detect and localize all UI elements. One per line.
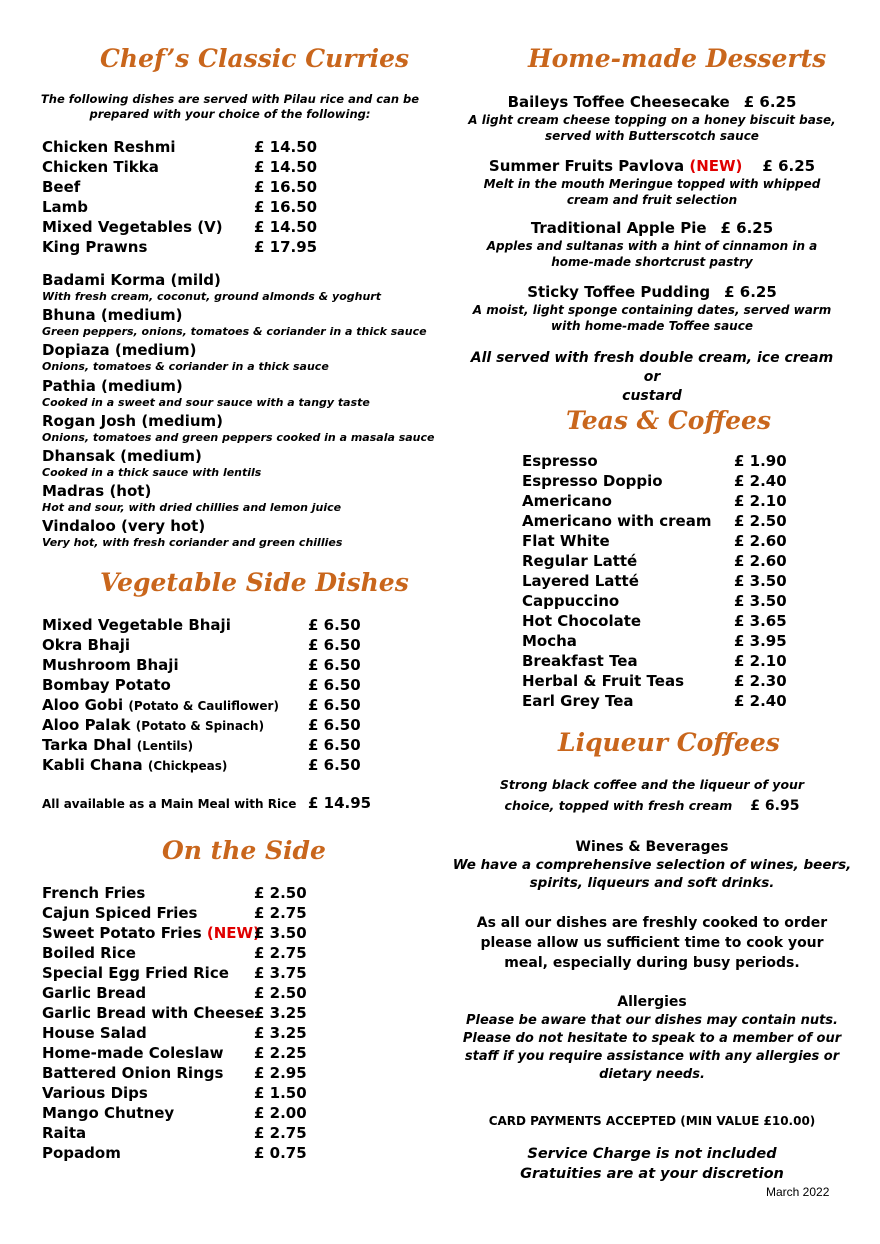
item-name: Regular Latté (522, 552, 638, 570)
allergies-line3: staff if you require assistance with any allergies or (464, 1049, 840, 1064)
cooked-line1: As all our dishes are freshly cooked to order (476, 915, 828, 931)
teas-heading: Teas & Coffees (566, 406, 772, 435)
item-name: Layered Latté (522, 572, 639, 590)
item-title: Garlic Bread with Cheese (42, 1004, 255, 1022)
main-meal-price: £ 14.95 (308, 794, 372, 812)
item-name (42, 755, 227, 776)
allergies-line1: Please be aware that our dishes may contain nuts. (466, 1013, 838, 1028)
item-price: £ 3.65 (734, 612, 787, 630)
item-title: Tarka Dhal (42, 736, 132, 754)
item-price: £ 16.50 (254, 178, 318, 196)
item-title: Boiled Rice (42, 944, 136, 962)
item-name: Flat White (522, 532, 610, 550)
item-price: £ 2.50 (254, 884, 307, 902)
item-title: Cajun Spiced Fries (42, 904, 198, 922)
curry-name: Vindaloo (very hot) (42, 517, 206, 536)
desserts-heading: Home-made Desserts (528, 44, 827, 73)
new-badge: (NEW) (689, 157, 743, 175)
dessert-item (466, 218, 838, 270)
item-title: Sweet Potato Fries (42, 924, 202, 942)
item-price: £ 2.00 (254, 1104, 307, 1122)
item-name (42, 1143, 121, 1163)
item-name (42, 1003, 255, 1023)
item-name (42, 983, 146, 1003)
item-price: £ 6.50 (308, 756, 361, 774)
on-the-side-heading: On the Side (162, 836, 326, 865)
item-name (42, 1043, 223, 1063)
item-note: (Potato & Cauliflower) (128, 699, 279, 713)
item-title: Home-made Coleslaw (42, 1044, 224, 1062)
item-price: £ 6.50 (308, 636, 361, 654)
dessert-price: £ 6.25 (762, 157, 816, 175)
dessert-item (466, 156, 838, 208)
liqueur-price: £ 6.95 (750, 798, 800, 814)
allergies-block (452, 993, 852, 1084)
item-name (42, 695, 279, 716)
dessert-title (466, 92, 838, 112)
dessert-title (466, 282, 838, 302)
curry-desc: With fresh cream, coconut, ground almonds & yoghurt (42, 290, 381, 303)
item-price: £ 3.95 (734, 632, 787, 650)
item-price: £ 3.50 (734, 572, 787, 590)
item-price: £ 2.30 (734, 672, 787, 690)
item-price: £ 16.50 (254, 198, 318, 216)
item-name: Breakfast Tea (522, 652, 638, 670)
dessert-name: Traditional Apple Pie (530, 219, 707, 237)
item-name: Espresso Doppio (522, 472, 663, 490)
curry-name: Dopiaza (medium) (42, 341, 197, 360)
item-name: King Prawns (42, 238, 148, 256)
item-name (42, 903, 198, 923)
main-meal-label: All available as a Main Meal with Rice (42, 797, 297, 811)
item-title: Garlic Bread (42, 984, 147, 1002)
curry-desc: Green peppers, onions, tomatoes & coriander in a thick sauce (42, 325, 427, 339)
dessert-desc-line2: cream and fruit selection (566, 193, 738, 207)
liqueur-line2: choice, topped with fresh cream £ 6.95 (504, 798, 800, 814)
item-title: Aloo Gobi (42, 696, 124, 714)
item-name (42, 1103, 174, 1123)
item-name: Espresso (522, 452, 598, 470)
item-price: £ 3.75 (254, 964, 307, 982)
item-name (42, 923, 260, 943)
allergies-line2: Please do not hesitate to speak to a member of our (462, 1031, 842, 1046)
dessert-desc-line2: served with Butterscotch sauce (545, 129, 759, 143)
dessert-name: Sticky Toffee Pudding (527, 283, 711, 301)
item-price: £ 2.50 (734, 512, 787, 530)
item-price: £ 6.50 (308, 676, 361, 694)
item-price: £ 2.75 (254, 904, 307, 922)
curry-desc: Hot and sour, with dried chillies and lemon juice (42, 501, 342, 515)
item-name (42, 1123, 86, 1143)
veg-sides-heading: Vegetable Side Dishes (100, 568, 409, 597)
item-title: House Salad (42, 1024, 147, 1042)
wines-line2: spirits, liqueurs and soft drinks. (529, 875, 775, 891)
service-line1: Service Charge is not included (527, 1146, 777, 1162)
item-title: Popadom (42, 1144, 121, 1162)
item-name: Beef (42, 178, 81, 196)
curry-desc: Very hot, with fresh coriander and green chillies (42, 536, 343, 550)
item-price: £ 6.50 (308, 616, 361, 634)
item-title: Aloo Palak (42, 716, 131, 734)
service-line2: Gratuities are at your discretion (520, 1166, 784, 1182)
curry-name: Rogan Josh (medium) (42, 411, 224, 430)
item-name: Lamb (42, 198, 89, 216)
item-name (42, 943, 136, 963)
item-title: Mango Chutney (42, 1104, 175, 1122)
item-price: £ 3.50 (734, 592, 787, 610)
item-price: £ 14.50 (254, 138, 318, 156)
item-name: Chicken Tikka (42, 158, 159, 176)
item-name: Cappuccino (522, 592, 620, 610)
item-price: £ 2.60 (734, 552, 787, 570)
dessert-title (466, 156, 838, 176)
dessert-desc-line1: A moist, light sponge containing dates, served warm (472, 303, 832, 317)
item-price: £ 0.75 (254, 1144, 307, 1162)
allergies-title: Allergies (617, 994, 687, 1010)
item-title: Okra Bhaji (42, 636, 130, 654)
item-price: £ 2.10 (734, 652, 787, 670)
item-price: £ 2.40 (734, 472, 787, 490)
desserts-footer-line1: All served with fresh double cream, ice cream or (470, 350, 834, 385)
item-price: £ 14.50 (254, 158, 318, 176)
item-name: Hot Chocolate (522, 612, 642, 630)
item-name (42, 675, 171, 695)
menu-date: March 2022 (766, 1185, 830, 1199)
desserts-footer (466, 349, 838, 406)
service-notice (452, 1144, 852, 1184)
allergies-line4: dietary needs. (599, 1067, 705, 1082)
liqueur-heading: Liqueur Coffees (558, 728, 780, 757)
item-name (42, 883, 145, 903)
curry-name: Dhansak (medium) (42, 447, 202, 465)
curries-heading: Chef’s Classic Curries (100, 44, 410, 73)
dessert-item (466, 282, 838, 334)
item-price: £ 2.60 (734, 532, 787, 550)
curry-desc: Onions, tomatoes & coriander in a thick sauce (42, 360, 329, 374)
dessert-price: £ 6.25 (724, 283, 777, 301)
item-price: £ 6.50 (308, 696, 361, 714)
item-price: £ 14.50 (254, 218, 318, 236)
item-note: (Potato & Spinach) (135, 719, 265, 733)
liqueur-desc (466, 774, 838, 817)
item-note: (Lentils) (136, 739, 194, 753)
dessert-desc-line1: A light cream cheese topping on a honey biscuit base, (468, 113, 836, 127)
item-price: £ 3.25 (254, 1004, 307, 1022)
item-title: Special Egg Fried Rice (42, 964, 229, 982)
item-name (42, 1083, 148, 1103)
item-name: Americano (522, 492, 612, 510)
cooked-line3: meal, especially during busy periods. (504, 955, 800, 971)
curry-name: Madras (hot) (42, 482, 152, 501)
item-price: £ 2.50 (254, 984, 307, 1002)
item-title: Kabli Chana (42, 756, 143, 774)
item-name (42, 715, 264, 736)
curry-desc: Cooked in a thick sauce with lentils (42, 466, 262, 479)
item-price: £ 2.25 (254, 1044, 307, 1062)
item-name (42, 615, 231, 635)
dessert-price: £ 6.25 (720, 219, 774, 237)
cooked-line2: please allow us sufficient time to cook your (480, 935, 824, 951)
item-name (42, 655, 179, 675)
item-title: Various Dips (42, 1084, 148, 1102)
wines-title: Wines & Beverages (575, 839, 729, 855)
item-title: French Fries (42, 884, 146, 902)
item-name: Mixed Vegetables (V) (42, 218, 223, 236)
wines-block (452, 838, 852, 892)
curry-desc: Cooked in a sweet and sour sauce with a tangy taste (42, 395, 370, 409)
cooked-notice (452, 913, 852, 973)
item-name: Mocha (522, 632, 577, 650)
item-price: £ 1.90 (734, 452, 787, 470)
dessert-desc-line1: Melt in the mouth Meringue topped with whipped (483, 177, 821, 191)
item-title: Battered Onion Rings (42, 1064, 224, 1082)
curry-desc: Onions, tomatoes and green peppers cooked in a masala sauce (42, 430, 435, 444)
item-name: Chicken Reshmi (42, 138, 176, 156)
curry-name: Bhuna (medium) (42, 306, 183, 325)
dessert-price: £ 6.25 (743, 93, 797, 111)
curries-intro: The following dishes are served with Pilau rice and can be prepared with your choice of the following: (40, 92, 420, 121)
card-payments-notice: CARD PAYMENTS ACCEPTED (MIN VALUE £10.00) (488, 1114, 816, 1128)
dessert-name: Summer Fruits Pavlova (488, 157, 685, 175)
wines-line1: We have a comprehensive selection of wines, beers, (452, 857, 852, 873)
desserts-footer-line2: custard (622, 388, 682, 404)
item-name (42, 963, 229, 983)
item-price: £ 2.75 (254, 944, 307, 962)
item-title: Bombay Potato (42, 676, 171, 694)
item-name (42, 635, 130, 655)
item-price: £ 6.50 (308, 736, 361, 754)
item-price: £ 3.25 (254, 1024, 307, 1042)
item-name: Americano with cream (522, 512, 712, 530)
item-name (42, 1023, 147, 1043)
item-price: £ 2.10 (734, 492, 787, 510)
item-price: £ 6.50 (308, 656, 361, 674)
dessert-title (466, 218, 838, 238)
dessert-desc-line2: home-made shortcrust pastry (551, 255, 753, 269)
dessert-desc-line2: with home-made Toffee sauce (551, 319, 753, 333)
item-title: Mushroom Bhaji (42, 656, 179, 674)
item-title: Mixed Vegetable Bhaji (42, 616, 231, 634)
item-name: Herbal & Fruit Teas (522, 672, 685, 690)
item-price: £ 2.40 (734, 692, 787, 710)
new-badge: (NEW) (206, 924, 260, 942)
item-price: £ 2.95 (254, 1064, 307, 1082)
item-name: Earl Grey Tea (522, 692, 634, 710)
item-note: (Chickpeas) (147, 759, 228, 773)
liqueur-line1: Strong black coffee and the liqueur of your (499, 777, 805, 792)
item-price: £ 17.95 (254, 238, 318, 256)
curry-name: Pathia (medium) (42, 376, 183, 395)
item-title: Raita (42, 1124, 87, 1142)
curry-name: Badami Korma (mild) (42, 271, 221, 289)
dessert-name: Baileys Toffee Cheesecake (507, 93, 730, 111)
item-price: £ 3.50 (254, 924, 307, 942)
item-price: £ 2.75 (254, 1124, 307, 1142)
dessert-item (466, 92, 838, 144)
item-name (42, 735, 193, 756)
item-price: £ 1.50 (254, 1084, 307, 1102)
item-name (42, 1063, 223, 1083)
dessert-desc-line1: Apples and sultanas with a hint of cinnamon in a (486, 239, 818, 253)
item-price: £ 6.50 (308, 716, 361, 734)
